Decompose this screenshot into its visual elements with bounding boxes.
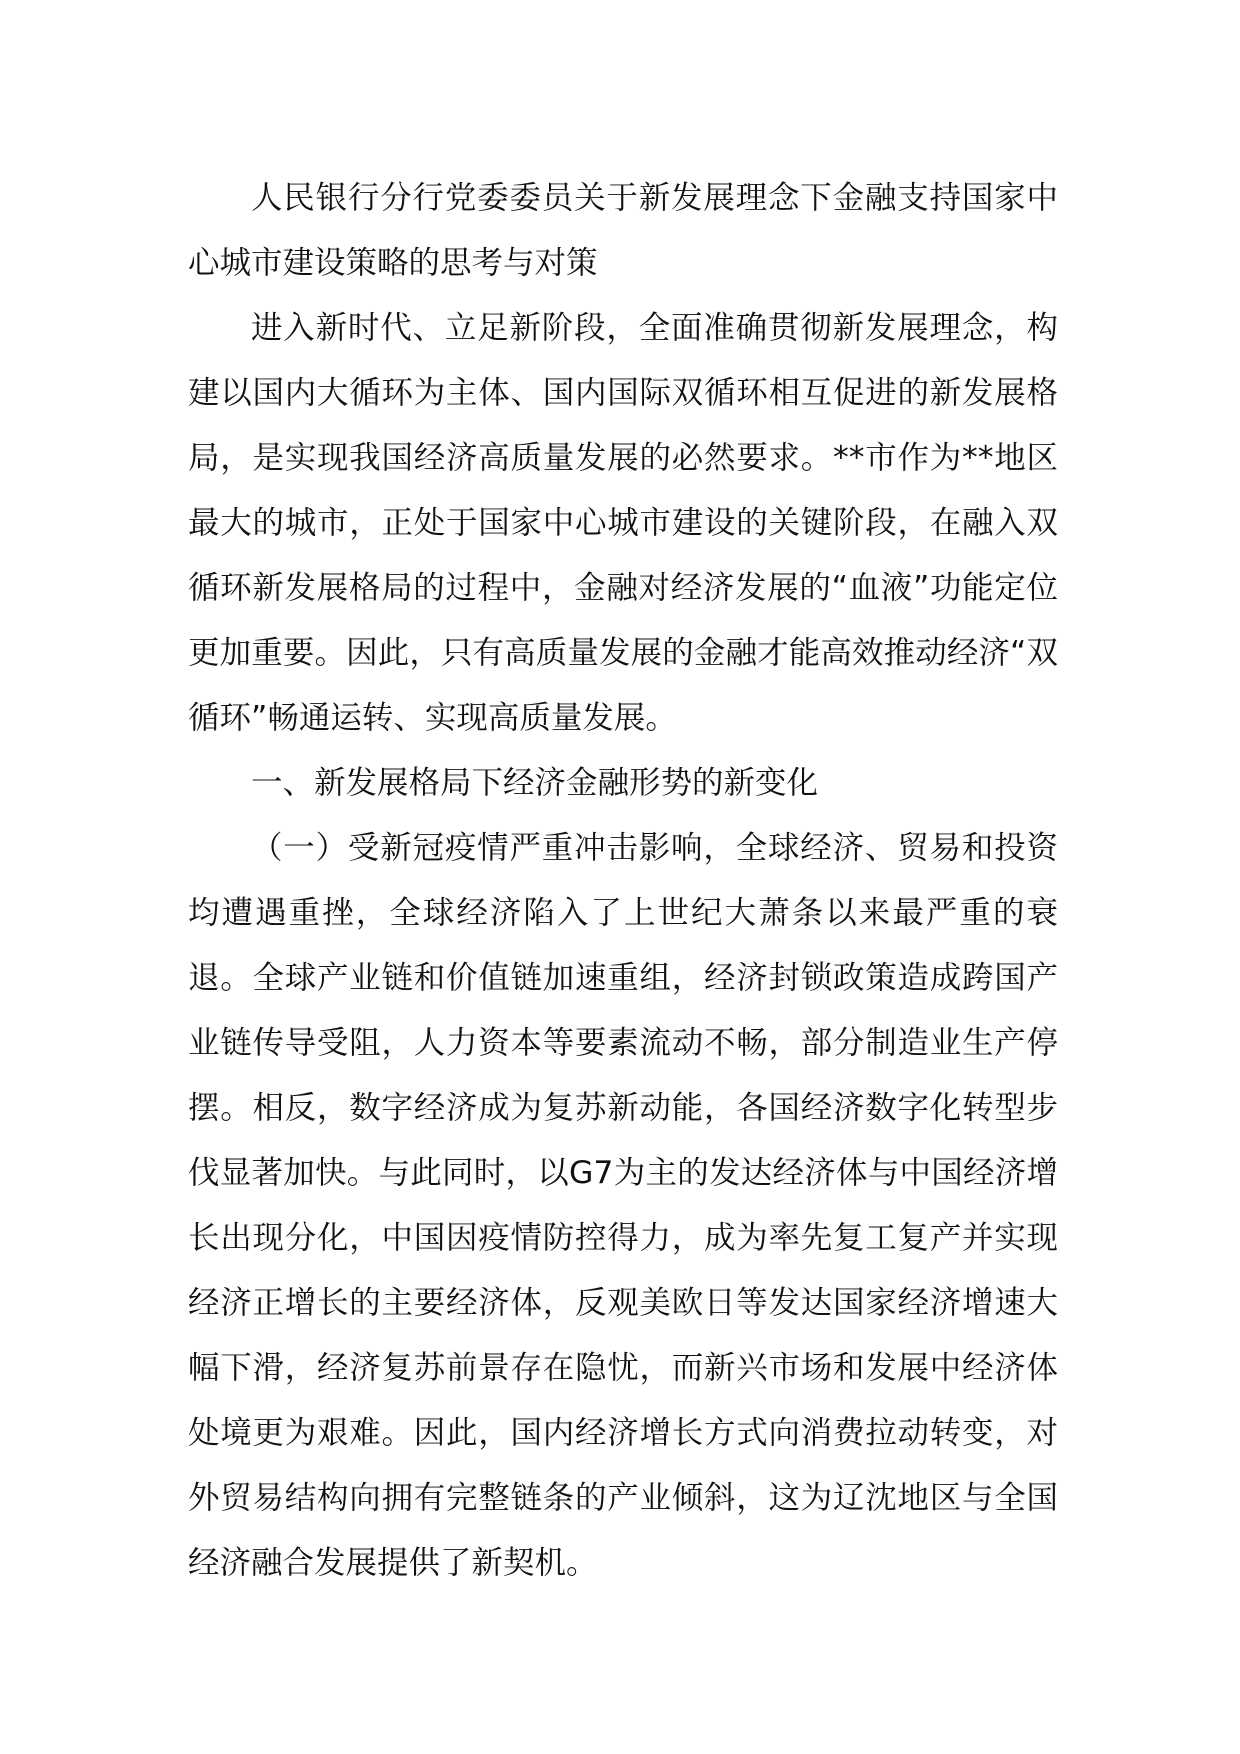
document-title: 人民银行分行党委委员关于新发展理念下金融支持国家中心城市建设策略的思考与对策 bbox=[188, 180, 1058, 281]
document-body bbox=[188, 166, 1058, 1596]
section-heading-1: 一、新发展格局下经济金融形势的新变化 bbox=[251, 765, 819, 801]
paragraph-subsection-1: （一）受新冠疫情严重冲击影响，全球经济、贸易和投资均遭遇重挫，全球经济陷入了上世纪大萧条以来最严重的衰退。全球产业链和价值链加速重组，经济封锁政策造成跨国产业链传导受阻，人力资本等要素流动不畅，部分制造业生产停摆。相反，数字经济成为复苏新动能，各国经济数字化转型步伐显著加快。与此同时，以G7为主的发达经济体与中国经济增长出现分化，中国因疫情防控得力，成为率先复工复产并实现经济正增长的主要经济体，反观美欧日等发达国家经济增速大幅下滑，经济复苏前景存在隐忧，而新兴市场和发展中经济体处境更为艰难。因此，国内经济增长方式向消费拉动转变，对外贸易结构向拥有完整链条的产业倾斜，这为辽沈地区与全国经济融合发展提供了新契机。 bbox=[188, 830, 1058, 1581]
paragraph-intro: 进入新时代、立足新阶段，全面准确贯彻新发展理念，构建以国内大循环为主体、国内国际双循环相互促进的新发展格局，是实现我国经济高质量发展的必然要求。**市作为**地区最大的城市，正处于国家中心城市建设的关键阶段，在融入双循环新发展格局的过程中，金融对经济发展的“血液”功能定位更加重要。因此，只有高质量发展的金融才能高效推动经济“双循环”畅通运转、实现高质量发展。 bbox=[188, 310, 1058, 736]
